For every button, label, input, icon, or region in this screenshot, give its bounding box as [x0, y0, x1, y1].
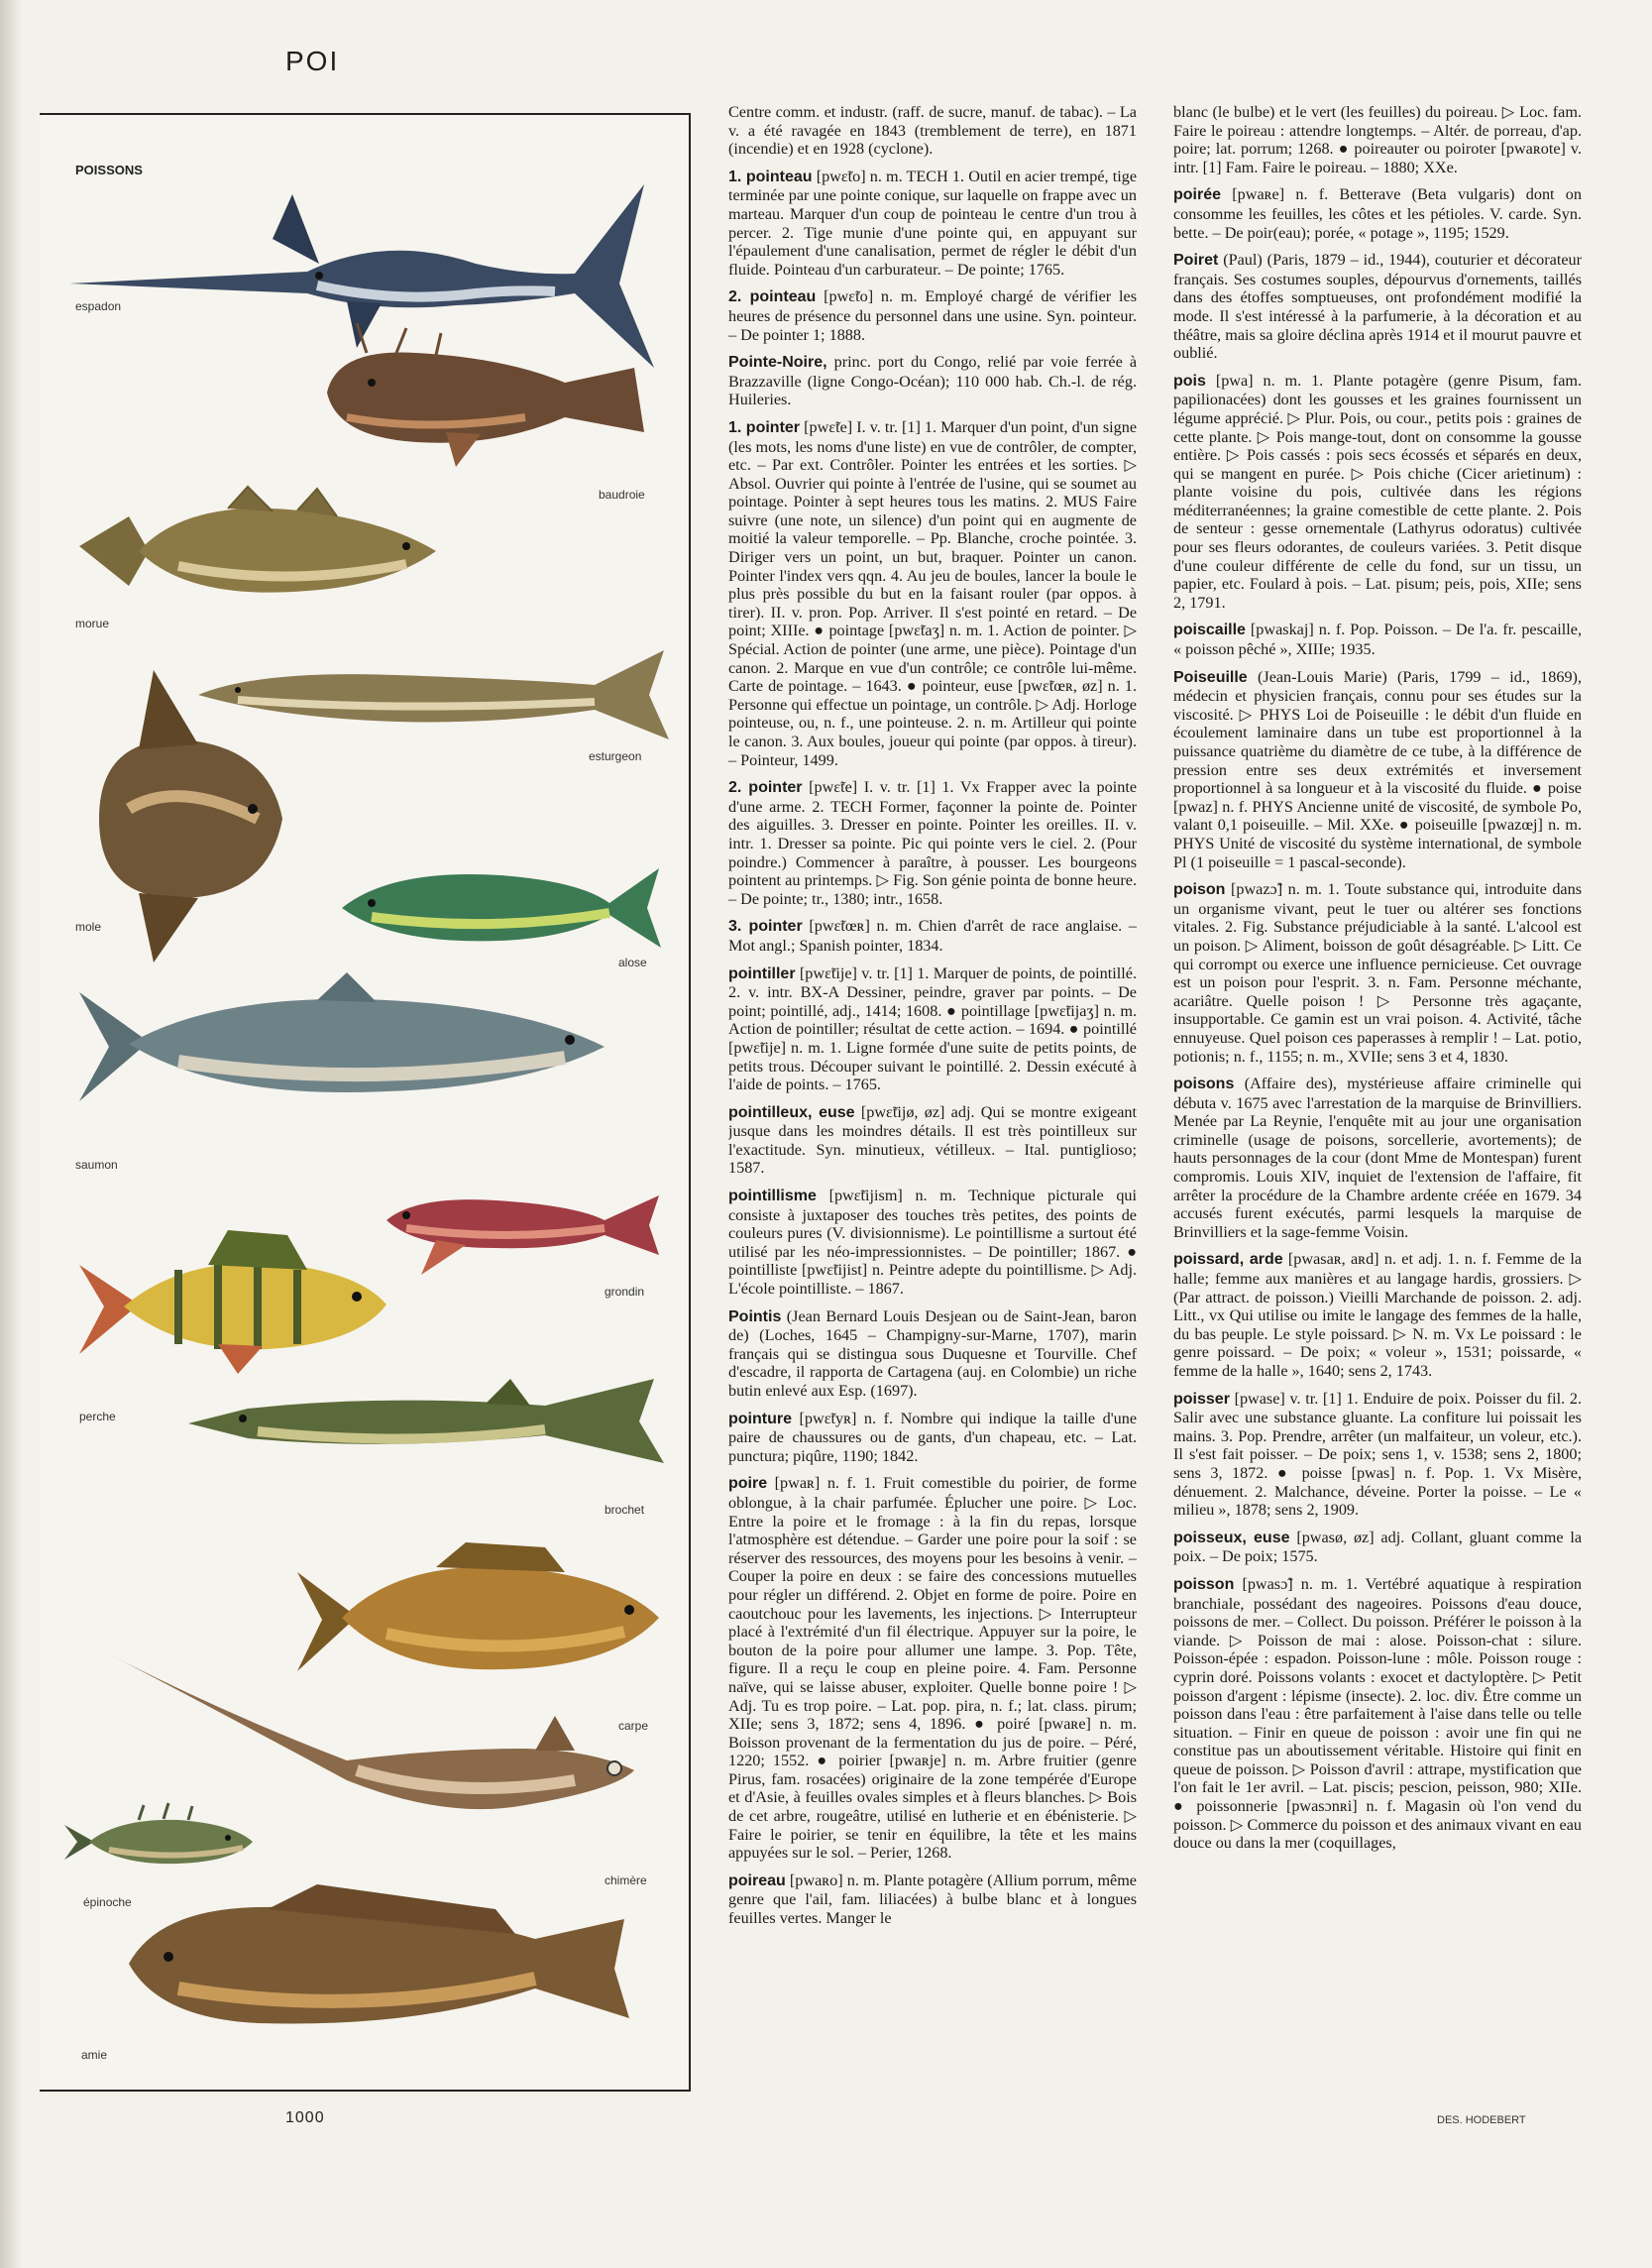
running-head: POI [285, 46, 340, 76]
fish-label-saumon: saumon [75, 1158, 118, 1172]
entry-definition: (Jean Bernard Louis Desjean ou de Saint-Jean, baron de) (Loches, 1645 – Champigny-sur-Marne, 1707), marin français qui se distingua sous Duquesne et Tourville. Chef d'escadre, il rapporta de Cartagena (auj. en Colombie) un riche butin enlevé aux Esp. (1697). [728, 1306, 1137, 1400]
fish-label-esturgeon: esturgeon [589, 749, 642, 763]
entry-definition: [pwɛ̃tijism] n. m. Technique picturale qui consiste à juxtaposer des touches très petites, des points de couleurs pures (V. divisionnisme). Le pointillisme a surtout été utilisé par les néo-impressionnistes. – De pointiller; 1867. ● pointilliste [pwɛ̃tijist] n. Peintre adepte du pointillisme. ▷ Adj. L'école pointilliste. – 1867. [728, 1187, 1137, 1299]
entry-definition: [pwaskaj] n. f. Pop. Poisson. – De l'a. fr. pescaille, « poisson pêché », XIIIe; 1935. [1173, 621, 1582, 659]
entry-headword: pointure [728, 1410, 792, 1427]
entry-headword: 2. pointer [728, 779, 803, 797]
entry-definition: Centre comm. et industr. (raff. de sucre, manuf. de tabac). – La v. a été ravagée en 1843 (tremblement de terre), en 1871 (incendie) et en 1928 (cyclone). [728, 103, 1137, 159]
entry-headword: 3. pointer [728, 918, 803, 936]
dictionary-entry [1173, 1390, 1582, 1520]
fish-label-mole: mole [75, 920, 102, 934]
entry-headword: pointiller [728, 964, 796, 982]
dictionary-entry [1173, 185, 1582, 242]
entry-headword: poison [1173, 881, 1226, 899]
dictionary-entry [1173, 880, 1582, 1066]
fish-label-carpe: carpe [618, 1719, 649, 1733]
plate-title: POISSONS [75, 163, 143, 177]
baudroie-illustration [307, 323, 674, 472]
entry-definition: [pwasɔ̃] n. m. 1. Vertébré aquatique à respiration branchiale, possédant des nageoires. Poissons d'eau douce, poissons de mer. – Collect. Du poisson. Préférer le poisson à la viande. ▷ Poisson de mai : alose. Poisson-chat : silure. Poisson-épée : espadon. Poisson-lune : môle. Poisson rouge : cyprin doré. Poissons volants : exocet et dactyloptère. ▷ Petit poisson d'argent : lépisme (insecte). 2. loc. div. Être comme un poisson dans l'eau : être parfaitement à l'aise dans telle ou telle situation. – Finir en queue de poisson : avoir une fin qui ne constitue pas un aboutissement véritable. Histoire qui finit en queue de poisson. ▷ Poisson d'avril : attrape, mystification que l'on fait le 1er avril. – Lat. piscis; pescion, peisson, 980; XIIe. ● poissonnerie [pwasɔnʀi] n. f. Magasin où l'on vend du poisson. ▷ Commerce du poisson et des animaux vivant en eau douce ou dans la mer (coquillages, [1173, 1574, 1582, 1853]
entry-headword: poisons [1173, 1076, 1235, 1093]
fish-label-baudroie: baudroie [599, 488, 645, 502]
entry-definition: (Paul) (Paris, 1879 – id., 1944), couturier et décorateur français. Ses costumes souples, dépourvus d'ornements, taillés dans des étoffes somptueuses, ont profondément modifié la mode. Il s'est intéressé à la parfumerie, à la décoration et au théâtre, mais sa gloire déclina après 1914 et il mourut pauvre et oublié. [1173, 251, 1582, 363]
saumon-illustration [69, 972, 624, 1121]
entry-headword: poisson [1173, 1575, 1235, 1593]
entry-definition: [pwɛ̃tijø, øz] adj. Qui se montre exigeant jusque dans les moindres détails. Il est très pointilleux sur l'exactitude. Syn. minutieux, vétilleux. – Ital. puntiglioso; 1587. [728, 1102, 1137, 1178]
entry-definition: princ. port du Congo, relié par voie ferrée à Brazzaville (ligne Congo-Océan); 110 000 hab. Ch.-l. de rég. Huileries. [728, 353, 1137, 409]
entry-definition: [pwaʀo] n. m. Plante potagère (Allium porrum, même genre que l'ail, fam. liliacées) à bulbe blanc et à longues feuilles vertes. Manger le [728, 1871, 1137, 1928]
dictionary-entry [728, 1307, 1137, 1401]
entry-definition: [pwɛ̃tœʀ] n. m. Chien d'arrêt de race anglaise. – Mot angl.; Spanish pointer, 1834. [728, 917, 1137, 955]
fish-label-amie: amie [81, 2048, 108, 2062]
dictionary-entry [728, 1871, 1137, 1928]
entry-headword: poirée [1173, 186, 1222, 204]
dictionary-entry [1173, 372, 1582, 613]
morue-illustration [69, 477, 466, 616]
text-column-left [728, 103, 1137, 2076]
alose-illustration [332, 853, 669, 963]
entry-headword: 2. pointeau [728, 288, 817, 306]
entry-definition: [pwazɔ̃] n. m. 1. Toute substance qui, introduite dans un organisme vivant, peut le tuer ou altérer ses fonctions vitales. 2. Fig. Substance préjudiciable à la santé. L'alcool est un poison. ▷ Aliment, boisson de goût désagréable. ▷ Litt. Ce qui corrompt ou exerce une influence pernicieuse. Cet ouvrage est un poison pour l'esprit. 3. n. Fam. Personne méchante, acariâtre. Quelle poison ! ▷ Personne très agaçante, insupportable. Ce gamin est un vrai poison. 4. Activité, tâche ennuyeuse. Quel poison ces paperasses à remplir ! – Lat. potio, potionis; n. f., 1155; n. m., XVIIe; sens 3 et 4, 1830. [1173, 880, 1582, 1066]
dictionary-entry [728, 917, 1137, 955]
fish-label-morue: morue [75, 617, 110, 630]
entry-headword: poiscaille [1173, 622, 1246, 639]
entry-definition: (Affaire des), mystérieuse affaire criminelle qui débuta v. 1675 avec l'arrestation de la marquise de Brinvilliers. Menée par La Reynie, l'enquête mit au jour une organisation criminelle (usage de poisons, sorcellerie, avortements); de hauts personnages de la cour (dont Mme de Montespan) furent compromis. Louis XIV, inquiet de l'extension de l'affaire, fit arrêter la procédure de la Chambre ardente créée en 1679. 34 accusés furent exécutés, parmi lesquels la marquise de Brinvilliers et la sage-femme Voisin. [1173, 1075, 1582, 1241]
dictionary-entry [1173, 1575, 1582, 1853]
fish-label-chimere: chimère [605, 1873, 647, 1887]
dictionary-entry [1173, 1075, 1582, 1241]
amie-illustration [119, 1879, 644, 2048]
dictionary-entry [1173, 1529, 1582, 1566]
dictionary-entry [1173, 668, 1582, 872]
entry-headword: Pointis [728, 1307, 782, 1325]
entry-headword: pointilleux, euse [728, 1103, 855, 1121]
fish-plate [40, 113, 691, 2092]
dictionary-entry [728, 103, 1137, 159]
entry-definition: [pwaʀe] n. f. Betterave (Beta vulgaris) dont on consomme les feuilles, les côtes et les pétioles. V. carde. Syn. bette. – De poir(eau); porée, « potage », 1195; 1529. [1173, 185, 1582, 242]
entry-headword: 1. pointer [728, 418, 801, 436]
entry-definition: [pwa] n. m. 1. Plante potagère (genre Pisum, fam. papilionacées) dont les gousses et les graines fournissent un légume apprécié. ▷ Plur. Pois, ou cour., petits pois : graines de cette plante. ▷ Pois mange-tout, dont on consomme la gousse entière. ▷ Pois cassés : pois secs écossés et séparés en deux, qui se mangent en purée. ▷ Pois chiche (Cicer arietinum) : plante voisine du pois, cultivée dans les régions méditerranéennes; la graine comestible de cette plante. 2. Pois de senteur : gesse ornementale (Lathyrus odoratus) cultivée pour ses fleurs odorantes, de couleurs variées. 3. Petit disque d'une couleur différente de celle du fond, sur un tissu, un papier, etc. Foulard à pois. – Lat. pisum; peis, pois, XIIe; sens 2, 1791. [1173, 371, 1582, 612]
entry-headword: poissard, arde [1173, 1251, 1283, 1269]
entry-definition: blanc (le bulbe) et le vert (les feuilles) du poireau. ▷ Loc. fam. Faire le poireau : attendre longtemps. – Altér. de porreau, d'ap. poire; lat. porrum; 1268. ● poireauter ou poiroter [pwaʀote] v. intr. [1] Fam. Faire le poireau. – 1880; XXe. [1173, 103, 1582, 176]
page-number: 1000 [285, 2109, 325, 2126]
dictionary-entry [728, 353, 1137, 409]
entry-definition: [pwɛ̃te] I. v. tr. [1] 1. Vx Frapper avec la pointe d'une arme. 2. TECH Former, façonner la pointe de. Pointer des aiguilles. 3. Dresser en pointe. Pointer les oreilles. II. v. intr. 1. Dresser sa pointe. Pic qui pointe vers le ciel. 2. (Pour poindre.) Commencer à paraître, à pousser. Les bourgeons pointent au printemps. ▷ Fig. Son génie pointa de bonne heure. – De pointe; tr., 1380; intr., 1658. [728, 778, 1137, 908]
entry-headword: pointillisme [728, 1188, 817, 1205]
perche-illustration [69, 1225, 406, 1384]
dictionary-entry [1173, 251, 1582, 363]
fish-label-espadon: espadon [75, 299, 122, 313]
entry-headword: Poiseuille [1173, 668, 1248, 686]
entry-definition: [pwɛ̃to] n. m. Employé chargé de vérifier les heures de présence du personnel dans une usine. Syn. pointeur. – De pointer 1; 1888. [728, 287, 1137, 344]
entry-definition: [pwɛ̃te] I. v. tr. [1] 1. Marquer d'un point, d'un signe (les mots, les noms d'une liste) en vue de contrôler, de compter, etc. – Par ext. Contrôler. Pointer les entrées et les sorties. ▷ Absol. Ouvrier qui pointe à l'entrée de l'usine, qui se soumet au pointage. Pointer à sept heures tous les matins. 2. MUS Faire suivre (une note, un silence) d'un point qui en augmente de moitié la valeur temporelle. – Pp. Blanche, croche pointée. 3. Diriger vers un point, un but, braquer. Pointer un canon. Pointer l'index vers qqn. 4. Au jeu de boules, lancer la boule le plus près possible du but en la faisant rouler (par oppos. à tirer). II. v. pron. Pop. Arriver. Il s'est pointé en retard. – De point; XIIIe. ● pointage [pwɛ̃taʒ] n. m. 1. Action de pointer. ▷ Spécial. Action de pointer (une arme, une pièce). Pointage d'un canon. 2. Marque en vue d'un contrôle; ce contrôle lui-même. Carte de pointage. – 1643. ● pointeur, euse [pwɛ̃tœʀ, øz] n. 1. Personne qui effectue un pointage, un contrôle. ▷ Adj. Horloge pointeuse, ou, n. f., une pointeuse. 2. n. m. Artilleur qui pointe le canon. 3. Aux boules, joueur qui pointe (par oppos. à tireur). – Pointeur, 1499. [728, 417, 1137, 769]
illustration-credit: DES. HODEBERT [1437, 2114, 1526, 2126]
entry-definition: [pwɛ̃tyʀ] n. f. Nombre qui indique la taille d'une paire de chaussures ou de gants, d'un chapeau, etc. – Lat. punctura; piqûre, 1190; 1842. [728, 1409, 1137, 1465]
entry-headword: Poiret [1173, 252, 1219, 270]
fish-label-grondin: grondin [605, 1285, 645, 1299]
entry-headword: poire [728, 1475, 768, 1493]
entry-headword: 1. pointeau [728, 168, 813, 185]
dictionary-entry [728, 1103, 1137, 1178]
dictionary-entry [728, 287, 1137, 344]
entry-headword: Pointe-Noire, [728, 354, 827, 372]
entry-definition: [pwɛ̃tije] v. tr. [1] 1. Marquer de points, de pointillé. 2. v. intr. BX-A Dessiner, peindre, graver par points. – De point; pointillé, adj., 1414; 1608. ● pointillage [pwɛ̃tijaʒ] n. m. Action de pointiller; résultat de cette action. – 1694. ● pointillé [pwɛ̃tije] n. m. 1. Ligne formée d'une suite de petits points, de petits trous. Découper suivant le pointillé. 2. Dessin exécuté à l'aide de points. – 1765. [728, 964, 1137, 1094]
fish-label-perche: perche [79, 1410, 116, 1423]
entry-definition: (Jean-Louis Marie) (Paris, 1799 – id., 1869), médecin et physicien français, connu pour ses études sur la viscosité. ▷ PHYS Loi de Poiseuille : le débit d'un fluide en écoulement laminaire dans un tube est proportionnel à la puissance quatrième du diamètre de ce tube, à la différence de pression entre ses deux extrémités et inversement proportionnel à sa longueur et à la viscosité du fluide. ● poise [pwaz] n. f. PHYS Ancienne unité de viscosité, de symbole Po, valant 0,1 poiseuille. – Mil. XXe. ● poiseuille [pwazœj] n. m. PHYS Unité de viscosité du système international, de symbole Pl (1 poiseuille = 1 pascal-seconde). [1173, 667, 1582, 871]
dictionary-entry [728, 418, 1137, 769]
dictionary-entry [728, 168, 1137, 280]
entry-headword: poireau [728, 1871, 786, 1889]
entry-definition: [pwɛ̃to] n. m. TECH 1. Outil en acier trempé, tige terminée par une pointe conique, sur laquelle on frappe avec un marteau. Marquer d'un coup de pointeau le centre d'un trou à percer. 2. Tige munie d'une pointe qui, en appuyant sur l'épaulement d'une canalisation, permet de régler le débit d'un fluide. Pointeau d'un carburateur. – De pointe; 1765. [728, 167, 1137, 279]
fish-label-alose: alose [618, 956, 647, 969]
dictionary-entry [1173, 103, 1582, 176]
fish-label-epinoche: épinoche [83, 1895, 132, 1909]
dictionary-entry [728, 964, 1137, 1094]
entry-definition: [pwasø, øz] adj. Collant, gluant comme la poix. – De poix; 1575. [1173, 1528, 1582, 1566]
dictionary-entry [728, 1410, 1137, 1466]
epinoche-illustration [59, 1800, 258, 1879]
grondin-illustration [377, 1171, 664, 1280]
dictionary-entry [1173, 1250, 1582, 1380]
dictionary-entry [728, 778, 1137, 908]
dictionary-entry [1173, 621, 1582, 658]
dictionary-entry [728, 1474, 1137, 1862]
fish-label-brochet: brochet [605, 1503, 645, 1517]
entry-headword: poisseux, euse [1173, 1529, 1290, 1546]
entry-headword: poisser [1173, 1390, 1230, 1408]
page-edge-shadow [0, 0, 22, 2268]
entry-definition: [pwasaʀ, aʀd] n. et adj. 1. n. f. Femme de la halle; femme aux manières et au langage hardis, grossiers. ▷ (Par attract. de poisson.) Vieilli Marchande de poisson. 2. adj. Litt., vx Qui utilise ou imite le langage des femmes de la halle, du bas peuple. Le style poissard. ▷ N. m. Vx Le poissard : le genre poissard. – De poix; « voleur », 1531; poissarde, « femme de la halle », 1640; sens 2, 1743. [1173, 1250, 1582, 1380]
entry-headword: pois [1173, 372, 1206, 390]
text-column-right [1173, 103, 1582, 2076]
dictionary-entry [728, 1187, 1137, 1299]
entry-definition: [pwaʀ] n. f. 1. Fruit comestible du poirier, de forme oblongue, à la chair parfumée. Éplucher une poire. ▷ Loc. Entre la poire et le fromage : à la fin du repas, lorsque l'atmosphère est détendue. – Garder une poire pour la soif : se réserver des ressources, des moyens pour les besoins à venir. – Couper la poire en deux : se faire des concessions mutuelles pour régler un différend. 2. Objet en forme de poire. Poire en caoutchouc pour les lavements, les injections. ▷ Interrupteur placé à l'extrémité d'un fil électrique. Appuyer sur la poire, le bouton de la poire pour allumer une lampe. 3. Pop. Tête, figure. Il a reçu le coup en pleine poire. 4. Fam. Personne naïve, qui se laisse abuser, exploiter. Quelle bonne poire ! ▷ Adj. Tu es trop poire. – Lat. pop. pira, n. f.; lat. class. pirum; XIIe; sens 3, 1872; sens 4, 1896. ● poiré [pwaʀe] n. m. Boisson provenant de la fermentation du jus de poire. – Péré, 1220; 1552. ● poirier [pwaʀje] n. m. Arbre fruitier (genre Pirus, fam. rosacées) originaire de la zone tempérée d'Europe et d'Asie, à feuilles ovales simples et à fleurs blanches. ▷ Bois de cet arbre, rougeâtre, utilisé en lutherie et en ébénisterie. ▷ Faire le poirier, se tenir en équilibre, la tête et les mains appuyées sur le sol. – Perier, 1268. [728, 1474, 1137, 1863]
brochet-illustration [188, 1364, 674, 1473]
entry-definition: [pwase] v. tr. [1] 1. Enduire de poix. Poisser du fil. 2. Salir avec une substance gluante. La confiture lui poissait les mains. 3. Pop. Prendre, arrêter (un malfaiteur, un voleur, etc.). Il s'est fait poisser. – De poix; sens 1, v. 1538; sens 2, 1800; sens 3, 1872. ● poisse [pwas] n. f. Pop. 1. Vx Misère, dénuement. 2. Malchance, déveine. Porter la poisse. – Le « milieu », 1878; sens 2, 1909. [1173, 1389, 1582, 1520]
